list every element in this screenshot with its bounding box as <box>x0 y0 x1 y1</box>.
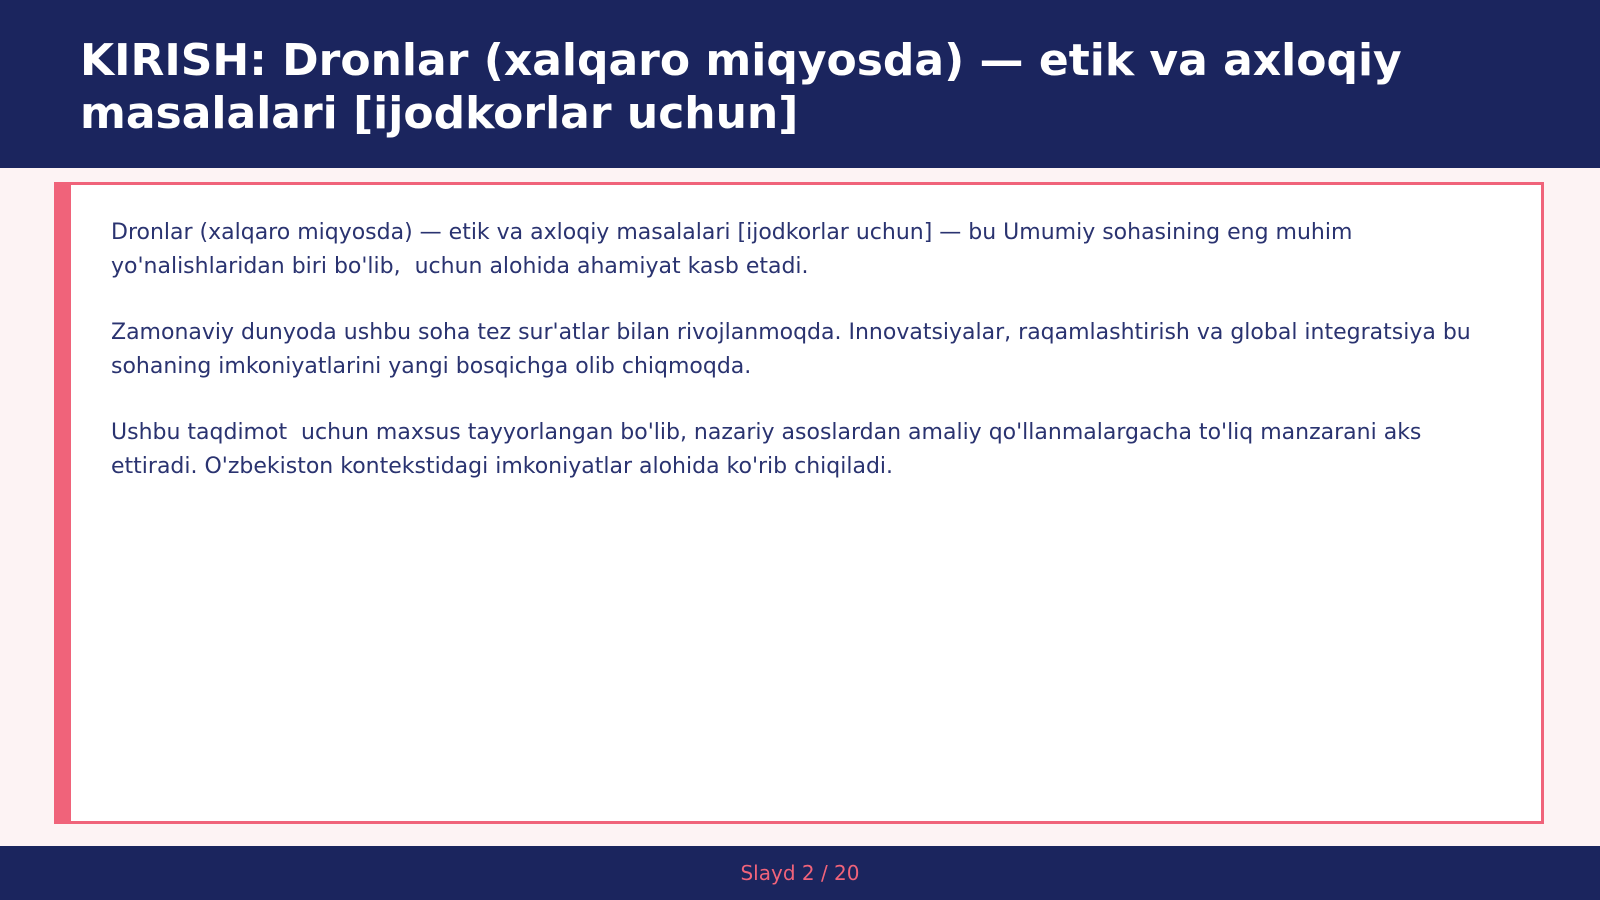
slide-title: KIRISH: Dronlar (xalqaro miqyosda) — etik va axloqiy masalalari [ijodkorlar uchun] <box>80 35 1402 139</box>
content-card <box>54 182 1544 824</box>
slide-footer <box>0 846 1600 900</box>
content-body <box>111 216 1501 516</box>
paragraph-intro: Dronlar (xalqaro miqyosda) — etik va axloqiy masalalari [ijodkorlar uchun] — bu Umumiy sohasining eng muhim yo'nalishlaridan biri bo'lib, uchun alohida ahamiyat kasb etadi. <box>111 220 1360 279</box>
slide-header <box>0 0 1600 168</box>
slide-number: Slayd 2 / 20 <box>740 861 860 885</box>
paragraph-presentation: Ushbu taqdimot uchun maxsus tayyorlangan bo'lib, nazariy asoslardan amaliy qo'llanmalargacha to'liq manzarani aks ettiradi. O'zbekiston kontekstidagi imkoniyatlar alohida ko'rib chiqiladi. <box>111 420 1429 479</box>
paragraph-modern-world: Zamonaviy dunyoda ushbu soha tez sur'atlar bilan rivojlanmoqda. Innovatsiyalar, raqamlashtirish va global integratsiya bu sohaning imkoniyatlarini yangi bosqichga olib chiqmoqda. <box>111 320 1478 379</box>
